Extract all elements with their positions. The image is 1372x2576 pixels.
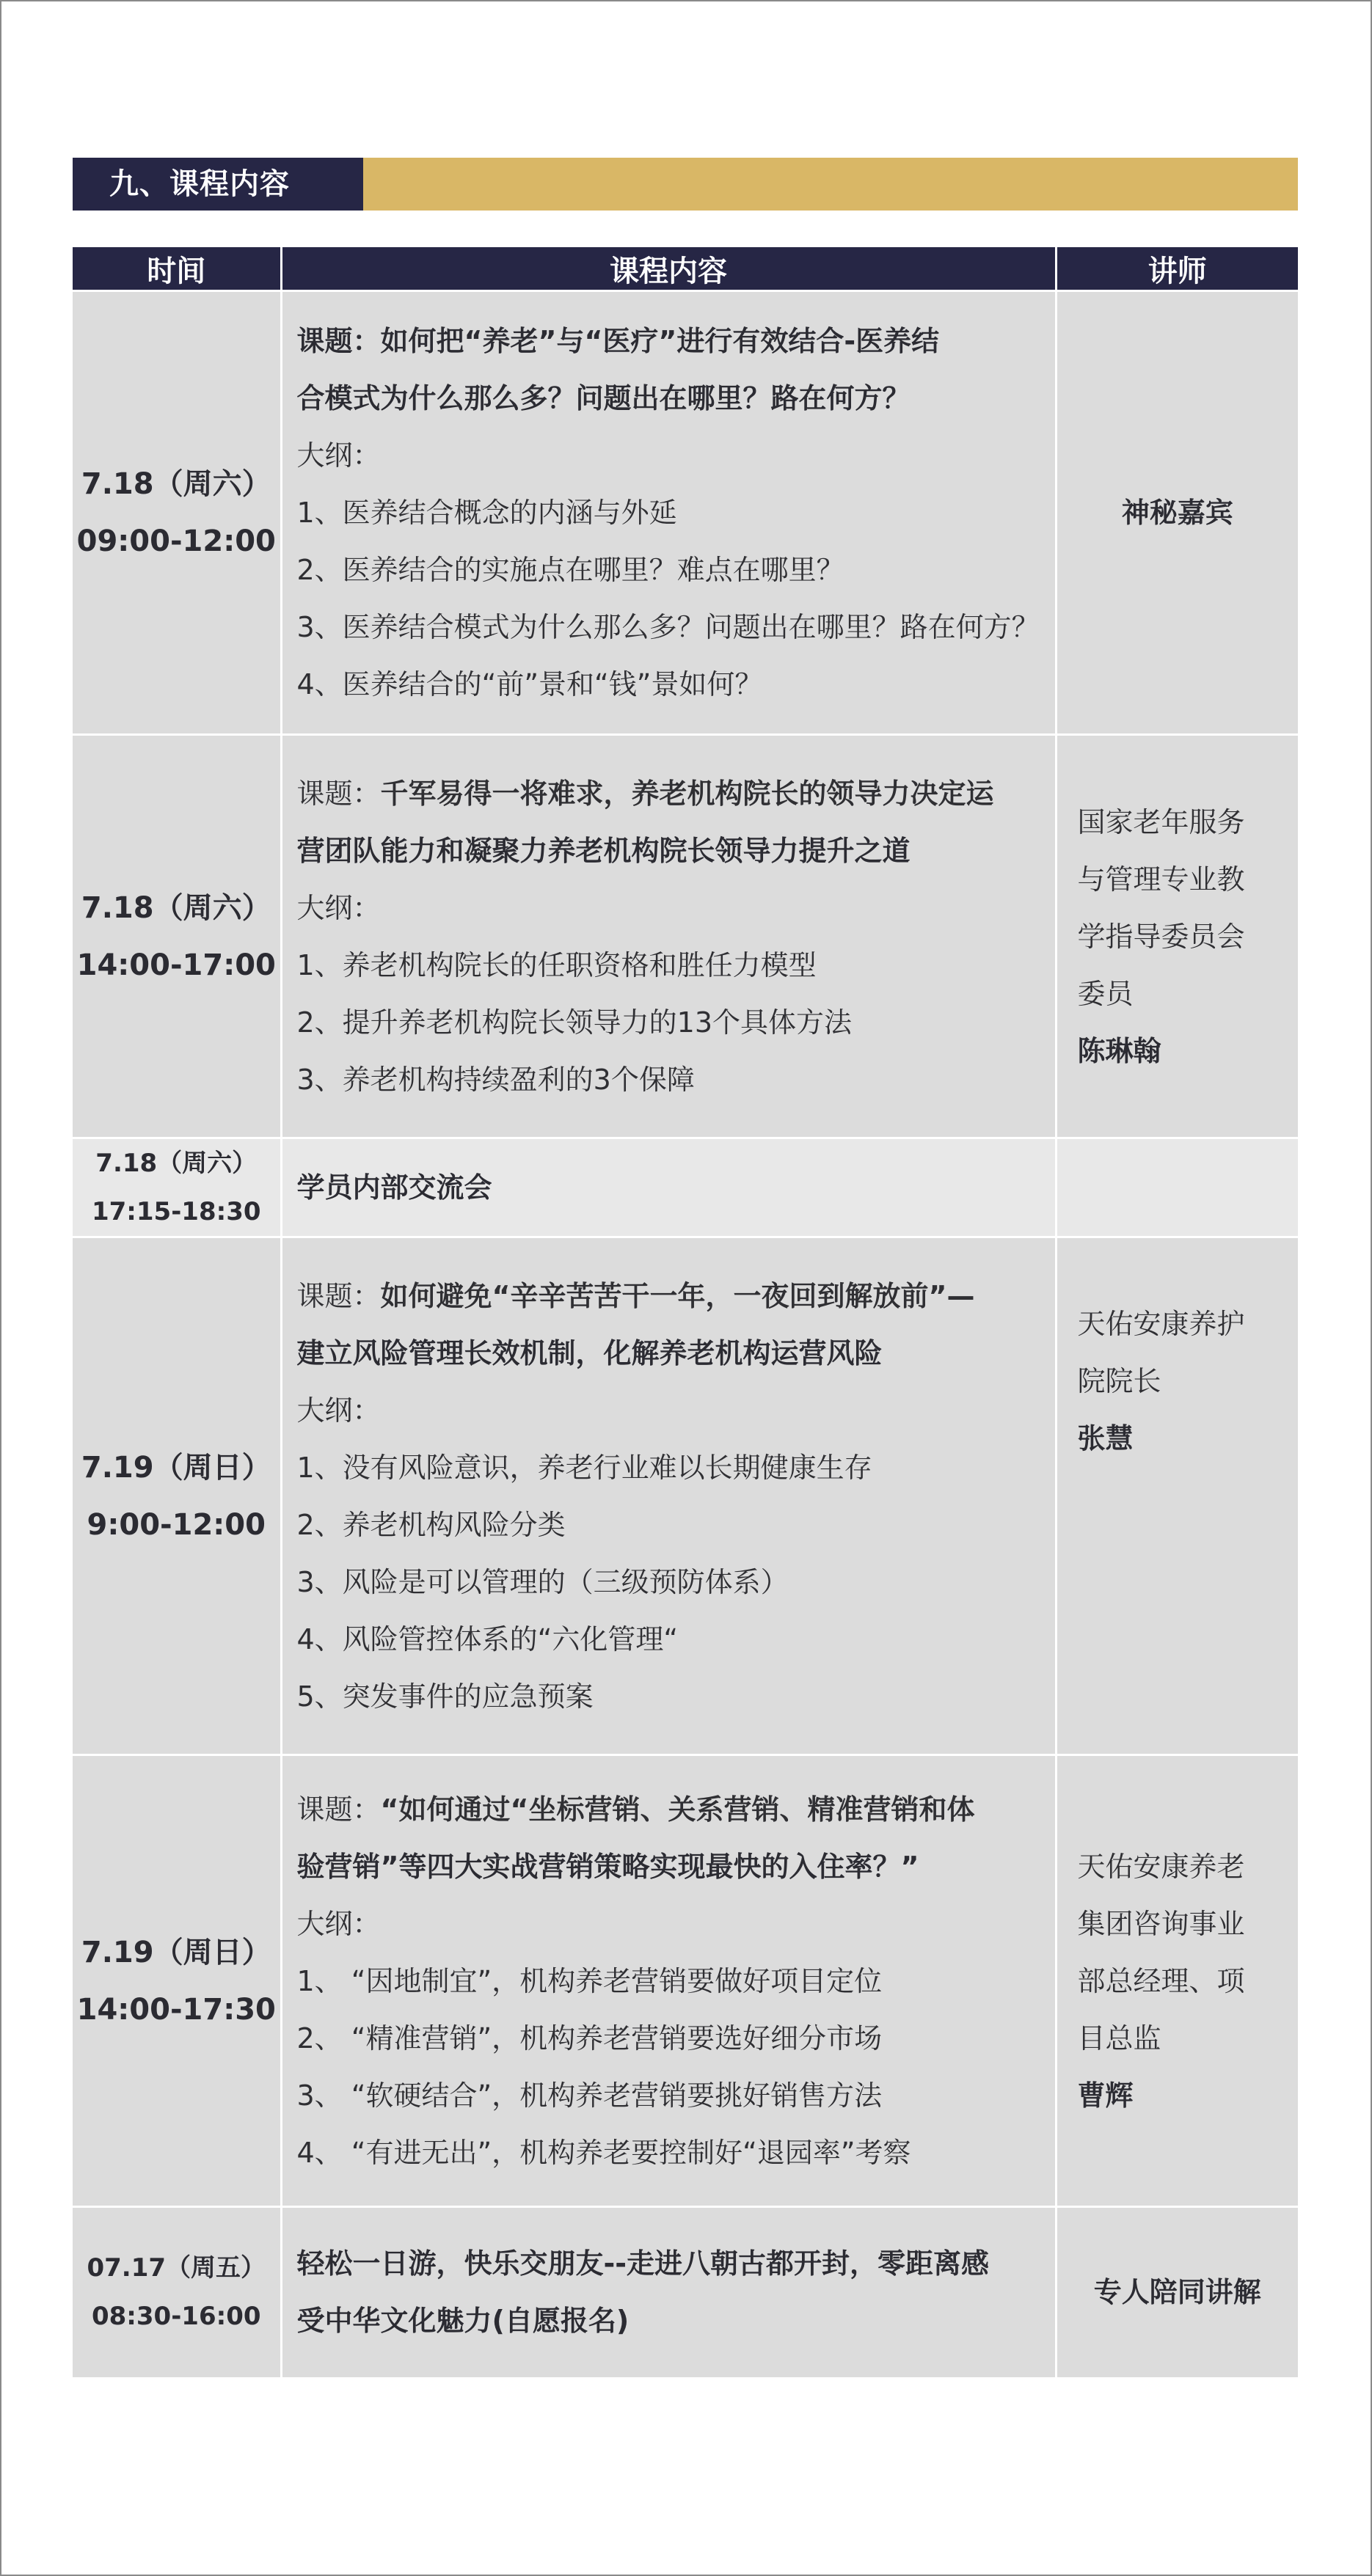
teacher-desc-line: 院院长 (1077, 1365, 1161, 1397)
teacher-desc-line: 委员 (1077, 977, 1134, 1010)
course-title-prefix: 课题： (296, 1793, 381, 1826)
outline-item: 3、医养结合模式为什么那么多？问题出在哪里？路在何方？ (296, 611, 1040, 643)
session-hours: 08:30-16:00 (91, 2302, 261, 2332)
teacher-cell (1056, 2207, 1298, 2377)
session-hours: 14:00-17:30 (76, 1992, 276, 2027)
table-row (73, 1755, 1298, 2207)
course-schedule-table (73, 247, 1298, 2377)
outline-item: 3、风险是可以管理的（三级预防体系） (296, 1565, 789, 1598)
course-title-line: “如何通过“坐标营销、关系营销、精准营销和体 (380, 1793, 975, 1826)
session-date: 7.19（周日） (81, 1450, 271, 1485)
teacher-name: 陈琳翰 (1077, 1034, 1161, 1067)
outline-item: 1、没有风险意识，养老行业难以长期健康生存 (296, 1451, 872, 1484)
content-cell (281, 735, 1056, 1138)
session-date: 07.17（周五） (87, 2253, 266, 2283)
teacher-desc-line: 部总经理、项 (1077, 1964, 1245, 1997)
outline-item: 3、 “软硬结合”，机构养老营销要挑好销售方法 (296, 2079, 883, 2112)
time-cell (73, 1755, 281, 2207)
outline-label: 大纲： (296, 891, 381, 924)
course-title-line: 如何避免“辛辛苦苦干一年，一夜回到解放前”— (380, 1279, 975, 1312)
session-date: 7.18（周六） (95, 1149, 258, 1178)
table-row (73, 2207, 1298, 2377)
teacher-name: 曹辉 (1077, 2079, 1134, 2112)
outline-item: 1、医养结合概念的内涵与外延 (296, 497, 677, 529)
time-cell (73, 1138, 281, 1237)
outline-item: 2、提升养老机构院长领导力的13个具体方法 (296, 1006, 853, 1039)
time-cell (73, 735, 281, 1138)
outline-item: 4、医养结合的“前”景和“钱”景如何？ (296, 668, 763, 700)
header-time: 时间 (73, 247, 281, 291)
time-cell (73, 2207, 281, 2377)
course-title-prefix: 课题： (296, 1279, 381, 1312)
teacher-desc-line: 国家老年服务 (1077, 805, 1245, 838)
content-cell (281, 2207, 1056, 2377)
section-header-bar (73, 158, 1298, 211)
teacher-cell (1056, 291, 1298, 735)
teacher-cell (1056, 1138, 1298, 1237)
table-row (73, 1138, 1298, 1237)
session-hours: 17:15-18:30 (91, 1197, 261, 1226)
session-date: 7.18（周六） (81, 467, 271, 501)
session-date: 7.18（周六） (81, 890, 271, 925)
outline-item: 2、养老机构风险分类 (296, 1508, 566, 1541)
session-hours: 9:00-12:00 (87, 1507, 266, 1542)
outline-item: 5、突发事件的应急预案 (296, 1680, 594, 1713)
session-hours: 09:00-12:00 (76, 524, 276, 558)
content-cell (281, 1237, 1056, 1755)
teacher-desc-line: 学指导委员会 (1077, 920, 1245, 953)
course-title-line: 千军易得一将难求，养老机构院长的领导力决定运 (380, 777, 994, 810)
teacher-cell (1056, 1237, 1298, 1755)
outline-label: 大纲： (296, 439, 381, 472)
course-title-line: 建立风险管理长效机制，化解养老机构运营风险 (296, 1336, 883, 1369)
session-date: 7.19（周日） (81, 1935, 271, 1969)
course-title-line: 合模式为什么那么多？问题出在哪里？路在何方？ (296, 382, 911, 414)
outline-item: 2、医养结合的实施点在哪里？难点在哪里？ (296, 554, 844, 586)
teacher-desc-line: 天佑安康养老 (1077, 1850, 1245, 1883)
outline-item: 4、风险管控体系的“六化管理“ (296, 1622, 679, 1655)
course-title-line: 营团队能力和凝聚力养老机构院长领导力提升之道 (296, 834, 911, 867)
header-teacher: 讲师 (1056, 247, 1298, 291)
outline-item: 3、养老机构持续盈利的3个保障 (296, 1063, 695, 1096)
section-title: 九、课程内容 (73, 158, 363, 211)
teacher-name: 神秘嘉宾 (1121, 497, 1233, 529)
session-hours: 14:00-17:00 (76, 948, 276, 982)
outline-item: 1、 “因地制宜”，机构养老营销要做好项目定位 (296, 1964, 883, 1997)
teacher-cell (1056, 735, 1298, 1138)
course-title-line: 轻松一日游，快乐交朋友--走进八朝古都开封，零距离感 (296, 2247, 990, 2280)
course-title-line: 课题：如何把“养老”与“医疗”进行有效结合-医养结 (296, 325, 940, 357)
time-cell (73, 1237, 281, 1755)
teacher-desc-line: 天佑安康养护 (1077, 1308, 1245, 1340)
outline-item: 2、 “精准营销”，机构养老营销要选好细分市场 (296, 2021, 883, 2054)
teacher-desc-line: 集团咨询事业 (1077, 1907, 1245, 1940)
table-row (73, 735, 1298, 1138)
course-title-prefix: 课题： (296, 777, 381, 810)
course-title-line: 验营销”等四大实战营销策略实现最快的入住率？” (296, 1850, 919, 1883)
content-cell (281, 1755, 1056, 2207)
header-content: 课程内容 (281, 247, 1056, 291)
teacher-desc-line: 目总监 (1077, 2021, 1161, 2054)
outline-item: 4、 “有进无出”，机构养老要控制好“退园率”考察 (296, 2136, 911, 2169)
outline-label: 大纲： (296, 1907, 381, 1940)
table-header-row (73, 247, 1298, 291)
table-row (73, 1237, 1298, 1755)
teacher-cell (1056, 1755, 1298, 2207)
outline-label: 大纲： (296, 1394, 381, 1427)
course-title-line: 受中华文化魅力(自愿报名) (296, 2305, 630, 2338)
content-cell (281, 291, 1056, 735)
table-row (73, 291, 1298, 735)
teacher-name: 专人陪同讲解 (1093, 2276, 1261, 2309)
teacher-desc-line: 与管理专业教 (1077, 863, 1245, 896)
time-cell (73, 291, 281, 735)
content-cell (281, 1138, 1056, 1237)
outline-item: 1、养老机构院长的任职资格和胜任力模型 (296, 948, 817, 981)
course-title-line: 学员内部交流会 (296, 1171, 492, 1204)
teacher-name: 张慧 (1077, 1422, 1134, 1455)
